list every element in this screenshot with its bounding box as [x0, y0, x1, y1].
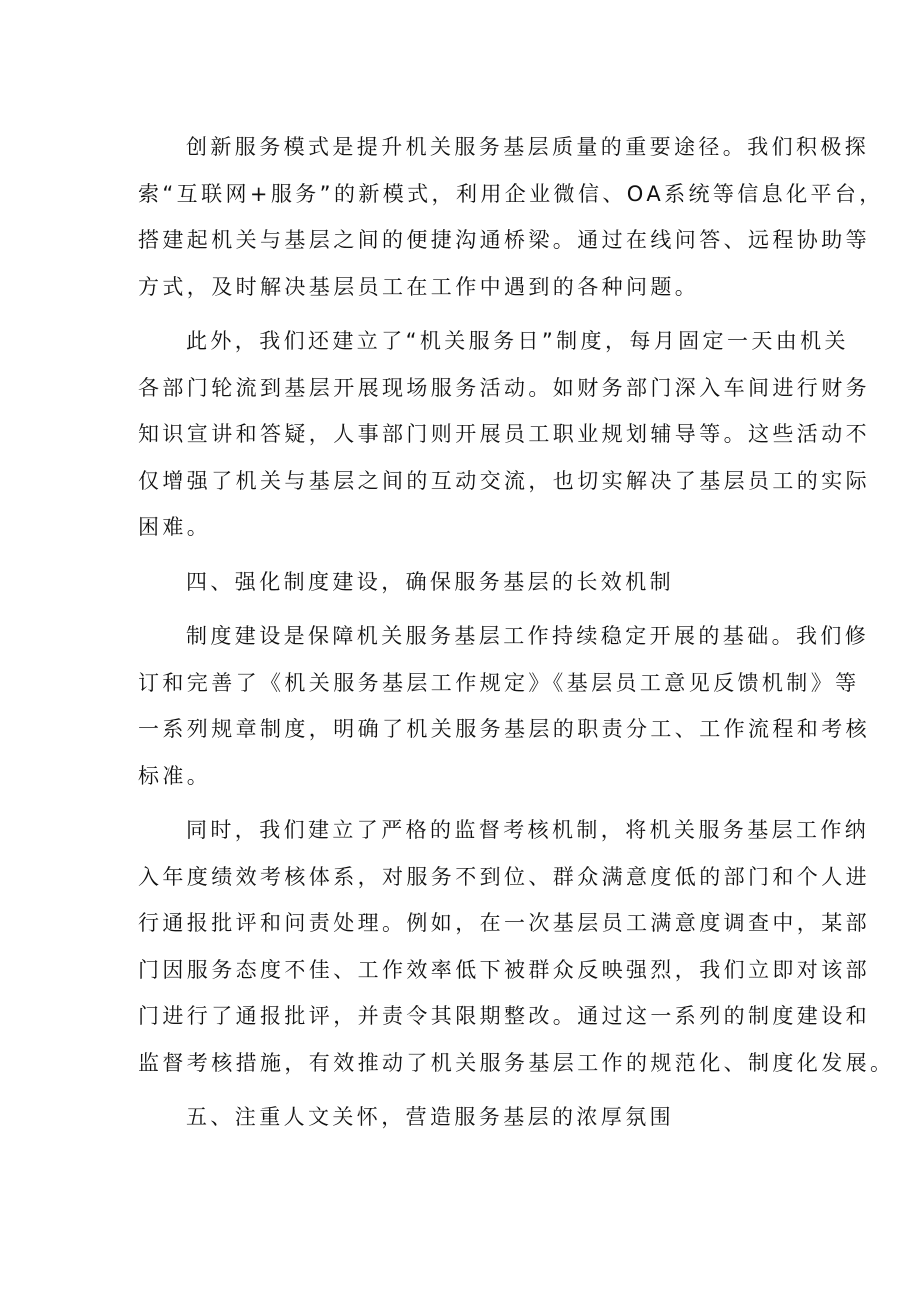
text-line: 困难。	[138, 515, 212, 539]
text-line: 搭建起机关与基层之间的便捷沟通桥梁。通过在线问答、远程协助等	[138, 228, 870, 252]
text-line: 创新服务模式是提升机关服务基层质量的重要途径。我们积极探	[186, 135, 870, 159]
section-heading: 四、强化制度建设，确保服务基层的长效机制	[186, 569, 674, 594]
text-line: 同时，我们建立了严格的监督考核机制，将机关服务基层工作纳	[186, 818, 870, 842]
document-body	[138, 124, 895, 1149]
text-line: 制度建设是保障机关服务基层工作持续稳定开展的基础。我们修	[186, 624, 870, 648]
text-line: 一系列规章制度，明确了机关服务基层的职责分工、工作流程和考核	[138, 717, 870, 741]
text-line: 行通报批评和问责处理。例如，在一次基层员工满意度调查中，某部	[138, 911, 870, 935]
text-line: 门进行了通报批评，并责令其限期整改。通过这一系列的制度建设和	[138, 1004, 870, 1028]
text-line: 索“互联网+服务”的新模式，利用企业微信、OA系统等信息化平台，	[138, 181, 884, 206]
section-heading: 五、注重人文关怀，营造服务基层的浓厚氛围	[186, 1105, 674, 1129]
text-line: 订和完善了《机关服务基层工作规定》《基层员工意见反馈机制》等	[138, 670, 860, 695]
text-line: 知识宣讲和答疑，人事部门则开展员工职业规划辅导等。这些活动不	[138, 422, 870, 446]
text-line: 各部门轮流到基层开展现场服务活动。如财务部门深入车间进行财务	[138, 375, 870, 400]
text-line: 方式，及时解决基层员工在工作中遇到的各种问题。	[138, 274, 700, 299]
paragraph-system-building	[138, 613, 870, 799]
section-heading-4	[138, 559, 794, 606]
text-line: 监督考核措施，有效推动了机关服务基层工作的规范化、制度化发展。	[138, 1050, 895, 1075]
text-line: 仅增强了机关与基层之间的互动交流，也切实解决了基层员工的实际	[138, 468, 870, 493]
text-line: 入年度绩效考核体系，对服务不到位、群众满意度低的部门和个人进	[138, 864, 870, 889]
text-line: 标准。	[138, 763, 212, 788]
paragraph-innovate-service-model	[138, 124, 884, 310]
text-line: 此外，我们还建立了“机关服务日”制度，每月固定一天由机关	[186, 329, 849, 353]
paragraph-service-day	[138, 318, 870, 551]
paragraph-supervision	[138, 807, 895, 1086]
section-heading-5	[138, 1094, 794, 1141]
text-line: 门因服务态度不佳、工作效率低下被群众反映强烈，我们立即对该部	[138, 957, 870, 982]
